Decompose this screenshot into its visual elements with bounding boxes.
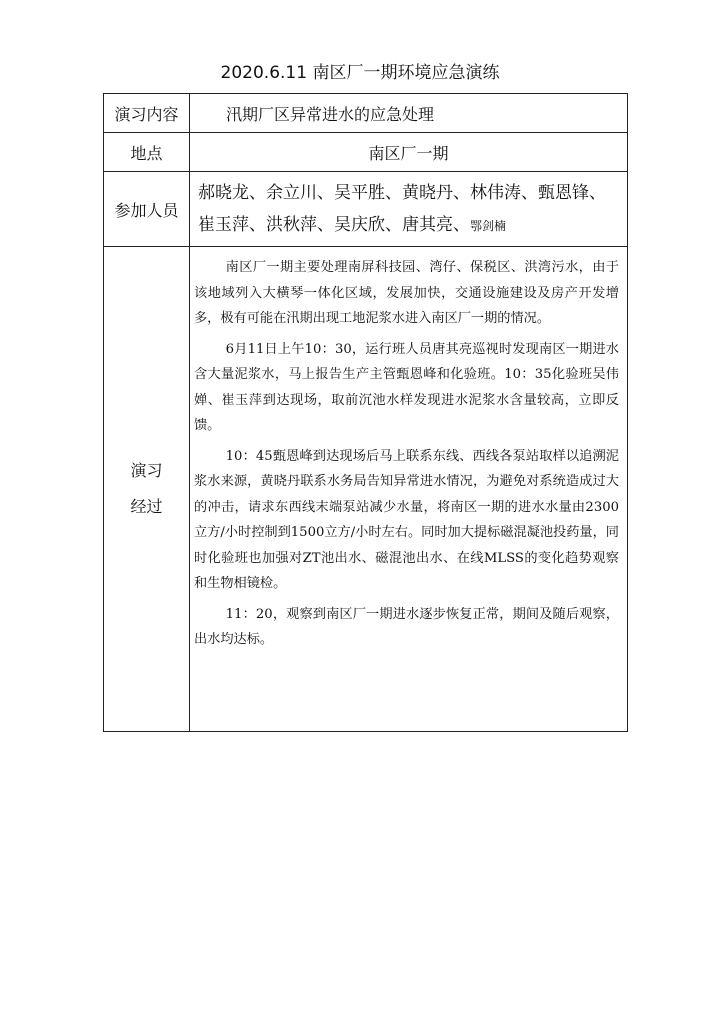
process-label xyxy=(104,247,190,732)
document-title: 2020.6.11 南区厂一期环境应急演练 xyxy=(220,63,500,83)
row-participants xyxy=(104,172,628,247)
row-drill-content xyxy=(104,94,628,133)
participants-list: 郝晓龙、余立川、吴平胜、黄晓丹、林伟涛、甄恩锋、崔玉萍、洪秋萍、吴庆欣、唐其亮、 xyxy=(198,182,606,235)
process-label-line2: 经过 xyxy=(130,497,163,516)
process-label-line1: 演习 xyxy=(130,461,163,480)
row-location xyxy=(104,133,628,172)
participants-value xyxy=(190,172,628,247)
location-label: 地点 xyxy=(104,133,190,172)
row-process xyxy=(104,247,628,732)
process-description xyxy=(190,247,628,732)
participants-last-name: 鄂剑楠 xyxy=(470,218,507,233)
drill-record-table xyxy=(103,93,628,732)
drill-content-label: 演习内容 xyxy=(104,94,190,133)
process-paragraph-1: 南区厂一期主要处理南屏科技园、湾仔、保税区、洪湾污水，由于该地域列入大横琴一体化区域，发展加快，交通设施建设及房产开发增多，极有可能在汛期出现工地泥浆水进入南区厂一期的情况。 xyxy=(194,260,619,326)
process-paragraph-2: 6月11日上午10：30，运行班人员唐其亮巡视时发现南区一期进水含大量泥浆水，马上报告生产主管甄恩峰和化验班。10：35化验班吴伟婵、崔玉萍到达现场，取前沉池水样发现进水泥浆水含量较高，立即反馈。 xyxy=(194,341,619,433)
location-value: 南区厂一期 xyxy=(190,133,628,172)
process-paragraph-4: 11：20，观察到南区厂一期进水逐步恢复正常，期间及随后观察，出水均达标。 xyxy=(194,606,619,647)
process-paragraph-3: 10：45甄恩峰到达现场后马上联系东线、西线各泵站取样以追溯泥浆水来源，黄晓丹联系水务局告知异常进水情况，为避免对系统造成过大的冲击，请求东西线末端泵站减少水量，将南区一期的进水水量由2300立方/小时控制到1500立方/小时左右。同时加大提标磁混凝池投药量，同时化验班也加强对ZT池出水、磁混池出水、在线MLSS的变化趋势观察和生物相镜检。 xyxy=(194,448,619,591)
drill-content-value: 汛期厂区异常进水的应急处理 xyxy=(190,94,628,133)
participants-label: 参加人员 xyxy=(104,172,190,247)
